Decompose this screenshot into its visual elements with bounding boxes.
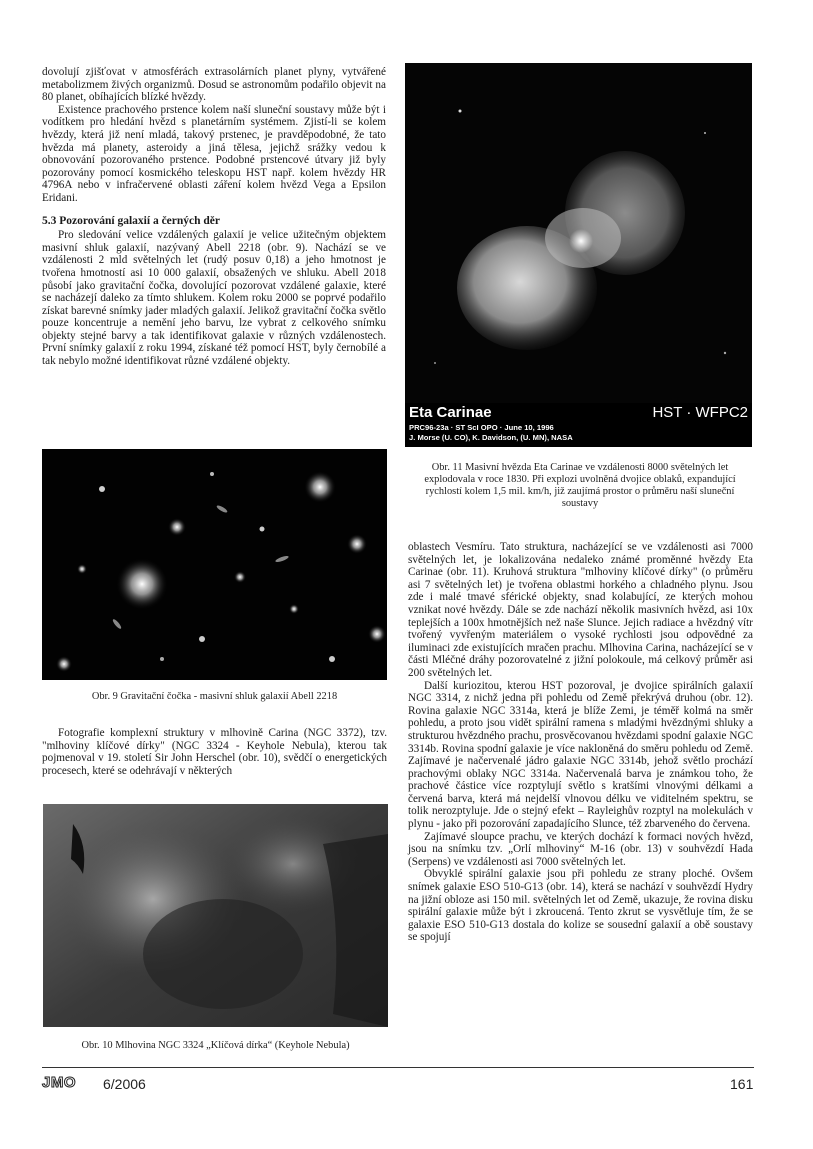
paragraph-structure: oblastech Vesmíru. Tato struktura, nacházející se ve vzdálenosti asi 7000 světelných let, je lokalizována nedaleko známé proměnné hvězdy Eta Carinae (obr. 11). Kruhová struktura "mlhoviny klíčové dírky" (o průměru asi 7 světelných let) je tvořena oblastmi horkého a chladného plynu. Jsou zde i malé tmavé sférické objekty, snad kolabující, ze kterých mohou vznikat nové hvězdy. Dále se zde nachází několik masivních hvězd, asi 10x teplejších a 100x hmotnějších než naše Slunce. Jejich radiace a hvězdný vítr tvořený vyvřeným materiálem o vysoké rychlosti jsou odpovědné za iluminaci zde existujících mračen prachu. Mlhovina Carina, nacházející se v části Mléčné dráhy pozorovatelné z jižní polokoule, má celkový průměr asi 200 světelných let. [408,541,753,679]
paragraph-abell: Pro sledování velice vzdálených galaxií je velice užitečným objektem masivní shluk galaxií, nazývaný Abell 2218 (obr. 9). Nachází se ve vzdálenosti 2 mld světelných let (rudý posuv 0,18) a jeho hmotnost je tvořena hmotností asi 10 000 galaxií, obsažených ve shluku. Abell 2018 působí jako gravitační čočka, dovolující pozorovat vzdálené galaxie, které se nacházejí daleko za tímto shlukem. Kolem roku 2000 se poprvé podařilo získat barevné snímky jader mladých galaxií. Jelikož gravitační čočka světlo pouze koncentruje a nemění jeho barvu, lze vybrat z celkového snímku objekty stejné barvy a tak identifikovat galaxie v různých vzdálenostech. První snímky galaxií z roku 1994, získané též pomocí HST, byly černobílé a tak nebylo možné identifikovat různé vzdálené objekty. [42,229,386,368]
paragraph-ngc3314: Další kuriozitou, kterou HST pozoroval, je dvojice spirálních galaxií NGC 3314, z nichž jedna při pohledu od Země překrývá druhou (obr. 12). Rovina galaxie NGC 3314a, která je blíže Zemi, je téměř kolmá na směr pohledu, a proto jsou vidět spirální ramena s mladými hvězdnými shluky a strukturou hvězdného prachu, prosvěcovanou hvězdami spodní galaxie NGC 3314b. Rovina spodní galaxie je více nakloněná do směru pohledu od Země. Zajímavé je načervenalé jádro galaxie NGC 3314b, jehož světlo prochází prachovými oblaky NGC 3314a. Načervenalá barva je známkou toho, že prachové částice více rozptylují světlo s kratšími vlnovými délkami a červená barva, která má nejdelší vlnovou délku ve viditelném spektru, se tolik nerozptyluje. Jde o stejný efekt – Rayleighův rozptyl na molekulách v plynu - jako při pozorování zapadajícího Slunce, též zbarveného do červena. [408,679,753,831]
left-column-text-top [42,66,386,368]
left-column-text-bottom [42,727,387,777]
eta-carinae-image [405,63,752,447]
paragraph-eso510: Obvyklé spirální galaxie jsou při pohledu ze strany ploché. Ovšem snímek galaxie ESO 510-G13 (obr. 14), která se nachází v souhvězdí Hydry na jižní obloze asi 150 mil. světelných let od Země, ukazuje, že rovina disku spirální galaxie může být i zkroucená. Tento zkrut se vysvětluje tím, že se galaxie ESO 510-G13 dostala do kolize se sousední galaxií a obě soustavy se spojují [408,868,753,944]
caption-fig10: Obr. 10 Mlhovina NGC 3324 „Klíčová dírka“ (Keyhole Nebula) [81,1040,350,1051]
jmo-logo: JMO [42,1074,77,1091]
paragraph-carina: Fotografie komplexní struktury v mlhovině Carina (NGC 3372), tzv. "mlhoviny klíčové dírky" (NGC 3324 - Keyhole Nebula), kterou tak pojmenoval v 19. století Sir John Herschel (obr. 10), svědčí o energetických procesech, které se odehrávají v některých [42,727,387,777]
eta-carinae-credit-bar [405,403,752,447]
section-heading: 5.3 Pozorování galaxií a černých děr [42,214,221,227]
keyhole-nebula-image [43,804,388,1027]
footer-rule [42,1067,754,1068]
issue-number: 6/2006 [103,1076,146,1092]
abell-2218-image [42,449,387,680]
caption-fig11: Obr. 11 Masivní hvězda Eta Carinae ve vzdálenosti 8000 světelných let explodovala v roce 1830. Při explozi uvolněná dvojice oblaků, expandující rychlostí kolem 1,5 mil. km/h, již zaujímá prostor o průměru naší sluneční soustavy [424,462,736,509]
paragraph-dust-ring: Existence prachového prstence kolem naší sluneční soustavy může být i vodítkem pro hledání hvězd s planetárním systémem. Zjistí-li se kolem hvězdy, která již není mladá, takový prstenec, je pravděpodobné, že tato hvězda má planety, asteroidy a jiná tělesa, jejichž srážky vedou k obnovování pozorovaného prstence. Podobné prstencové útvary již byly pozorovány pomocí kosmického teleskopu HST např. kolem hvězdy HR 4796A nebo v infračervené oblasti záření kolem hvězd Vega a Epsilon Eridani. [42,103,386,204]
eta-credit-line-2: J. Morse (U. CO), K. Davidson, (U. MN), NASA [409,433,573,442]
page-number: 161 [730,1076,754,1092]
eta-carinae-title: Eta Carinae [409,404,492,421]
caption-fig9: Obr. 9 Gravitační čočka - masivní shluk galaxií Abell 2218 [91,691,338,702]
paragraph-atmospheres: dovolují zjišťovat v atmosférách extrasolárních planet plyny, vytvářené metabolizmem živých organizmů. Dosud se astronomům podařilo objevit na 80 planet, obíhajících blízké hvězdy. [42,66,386,104]
paragraph-eagle: Zajímavé sloupce prachu, ve kterých dochází k formaci nových hvězd, jsou na snímku tzv. „Orlí mlhoviny“ M-16 (obr. 13) v souhvězdí Hada (Serpens) ve vzdálenosti asi 7000 světelných let. [408,830,753,868]
right-column-text [408,541,753,944]
instrument-label: HST · WFPC2 [652,404,748,421]
eta-credit-line-1: PRC96-23a · ST ScI OPO · June 10, 1996 [409,423,554,432]
